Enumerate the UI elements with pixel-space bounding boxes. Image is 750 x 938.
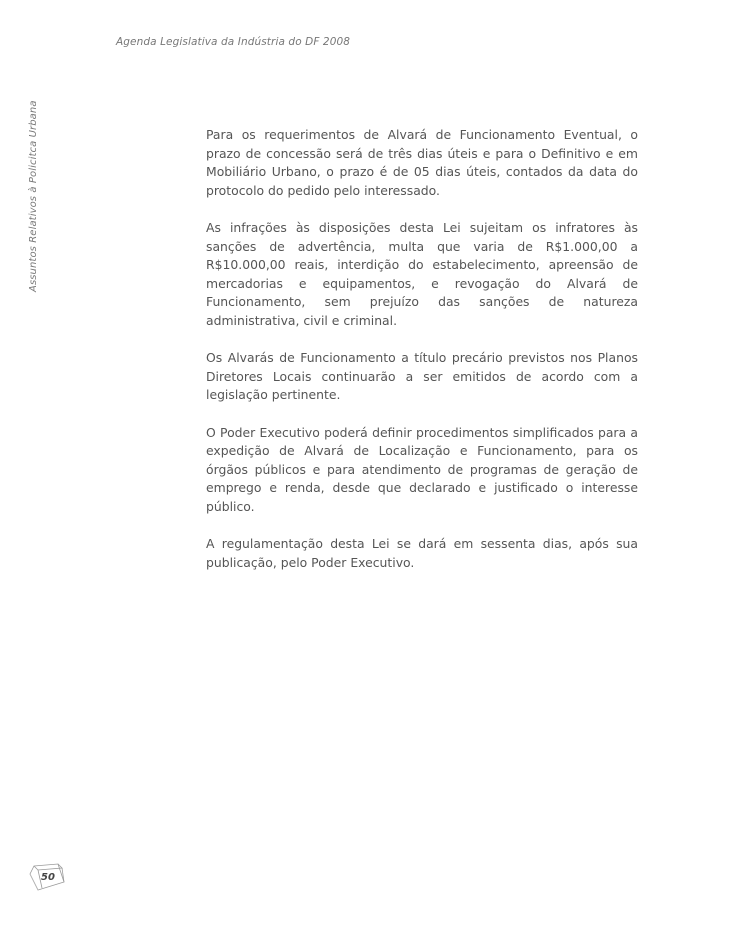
page-number: 50 [41,872,55,883]
paragraph: A regulamentação desta Lei se dará em sessenta dias, após sua publicação, pelo Poder Executivo. [206,536,638,570]
document-body [206,126,638,591]
page-number-box [28,862,68,894]
paragraph: Os Alvarás de Funcionamento a título precário previstos nos Planos Diretores Locais continuarão a ser emitidos de acordo com a legislação pertinente. [206,350,638,403]
running-header: Agenda Legislativa da Indústria do DF 2008 [116,36,351,48]
paragraph: O Poder Executivo poderá definir procedimentos simplificados para a expedição de Alvará de Localização e Funcionamento, para os órgãos públicos e para atendimento de programas de geração de emprego e renda, desde que declarado e justificado o interesse público. [206,424,638,514]
section-side-label: Assuntos Relativos à Policitca Urbana [28,100,39,292]
paragraph: As infrações às disposições desta Lei sujeitam os infratores às sanções de advertência, multa que varia de R$1.000,00 a R$10.000,00 reais, interdição do estabelecimento, apreensão de mercadorias e equipamentos, e revogação do Alvará de Funcionamento, sem prejuízo das sanções de natureza administrativa, civil e criminal. [206,219,638,328]
paragraph: Para os requerimentos de Alvará de Funcionamento Eventual, o prazo de concessão será de três dias úteis e para o Definitivo e em Mobiliário Urbano, o prazo é de 05 dias úteis, contados da data do protocolo do pedido pelo interessado. [206,127,638,198]
